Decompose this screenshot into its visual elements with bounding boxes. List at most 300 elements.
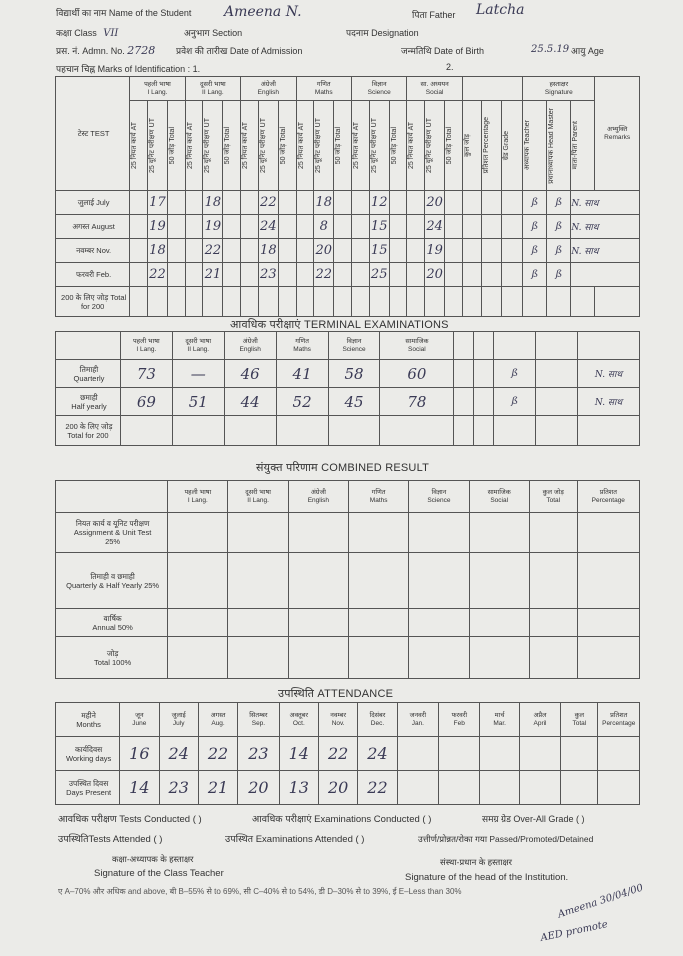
row-label-hi: छमाही bbox=[80, 392, 98, 402]
empty-cell bbox=[369, 287, 389, 317]
terminal-title: आवधिक परीक्षाएं TERMINAL EXAMINATIONS bbox=[230, 319, 449, 331]
total-label: 200 के लिए जोड़ Total for 200 bbox=[65, 421, 113, 440]
empty-cell bbox=[228, 637, 288, 679]
month-header bbox=[279, 703, 318, 737]
sub-column-label: 25 नियत कार्य AT bbox=[408, 121, 416, 170]
month-en: Dec. bbox=[370, 719, 385, 727]
subject-hi: दूसरी भाषा bbox=[245, 488, 271, 496]
attendance-cell: 22 bbox=[318, 737, 357, 771]
sum-cell bbox=[462, 191, 481, 215]
month-label: जुलाई July bbox=[77, 198, 110, 207]
total-cell bbox=[389, 239, 407, 263]
grading-note: ए A–70% और अधिक and above, बी B–55% से to 69%, सी C–40% से to 54%, डी D–30% से to 39%, ई E–Less than 30% bbox=[58, 887, 462, 896]
total-cell bbox=[167, 191, 185, 215]
subject-header bbox=[469, 481, 529, 513]
head-signature-hi: संस्था-प्रधान के हस्ताक्षर bbox=[440, 857, 513, 867]
sub-column-label: 50 जोड़ Total bbox=[446, 126, 454, 165]
subject-header bbox=[328, 332, 380, 360]
subject-header bbox=[185, 77, 240, 101]
mark-cell: 45 bbox=[328, 388, 380, 416]
month-label: फरवरी Feb. bbox=[76, 270, 112, 279]
total-cell bbox=[445, 191, 463, 215]
sub-column-header bbox=[203, 101, 223, 191]
empty-cell bbox=[223, 287, 241, 317]
empty-cell bbox=[577, 609, 639, 637]
row-label-en: Working days bbox=[65, 753, 112, 763]
row-label-hi: जोड़ bbox=[106, 648, 119, 658]
subject-header bbox=[120, 332, 172, 360]
blank-cell bbox=[454, 388, 474, 416]
summary-column-label: ग्रेड Grade bbox=[502, 130, 510, 161]
attendance-cell: 24 bbox=[358, 737, 397, 771]
empty-cell bbox=[288, 637, 348, 679]
attendance-cell bbox=[598, 737, 640, 771]
at-cell bbox=[185, 263, 203, 287]
month-en: Total bbox=[572, 719, 587, 727]
ut-cell: 22 bbox=[203, 239, 223, 263]
at-cell bbox=[130, 239, 148, 263]
head-handwritten-signature: Ameena 30/04/00 bbox=[556, 882, 645, 921]
signature-column-header bbox=[547, 101, 571, 191]
empty-cell bbox=[278, 287, 296, 317]
month-header bbox=[519, 703, 560, 737]
sub-column-label: 25 यूनिट परीक्षण UT bbox=[204, 118, 212, 173]
attendance-cell bbox=[519, 737, 560, 771]
empty-cell bbox=[469, 513, 529, 553]
subject-en: II Lang. bbox=[202, 88, 224, 96]
row-label-hi: वार्षिक bbox=[103, 613, 122, 623]
row-label-en: Annual 50% bbox=[92, 622, 133, 632]
header-blank bbox=[578, 332, 640, 360]
sub-column-label: 25 यूनिट परीक्षण UT bbox=[148, 118, 156, 173]
row-label bbox=[56, 191, 130, 215]
test-header-label: टेस्ट TEST bbox=[77, 129, 110, 138]
at-cell bbox=[241, 263, 259, 287]
at-cell bbox=[351, 215, 369, 239]
row-label-en: Quarterly & Half Yearly 25% bbox=[66, 580, 160, 590]
unit-test-table bbox=[55, 76, 640, 317]
subject-en: Social bbox=[490, 496, 509, 504]
table-row bbox=[56, 771, 640, 805]
row-label-en: Assignment & Unit Test bbox=[73, 528, 152, 537]
ut-cell: 22 bbox=[314, 263, 334, 287]
month-header bbox=[439, 703, 480, 737]
empty-cell bbox=[454, 416, 474, 446]
subject-hi: सा. अध्ययन bbox=[420, 80, 449, 88]
row-label-hi: नियत कार्य व यूनिट परीक्षण bbox=[75, 519, 150, 528]
attendance-cell bbox=[561, 737, 598, 771]
head-signature-en: Signature of the head of the Institution. bbox=[405, 872, 569, 883]
row-label-pct: 25% bbox=[105, 537, 121, 546]
month-en: Nov. bbox=[331, 719, 345, 727]
ut-cell: 20 bbox=[425, 263, 445, 287]
combined-table bbox=[55, 480, 640, 679]
hm-sig-cell: ß bbox=[547, 191, 571, 215]
sub-column-header bbox=[369, 101, 389, 191]
month-en: July bbox=[172, 719, 185, 727]
subject-hi: गणित bbox=[295, 337, 309, 345]
subject-en: I Lang. bbox=[147, 88, 168, 96]
mark-cell: 52 bbox=[276, 388, 328, 416]
month-hi: नवम्बर bbox=[330, 711, 346, 719]
hm-sig-cell: ß bbox=[547, 215, 571, 239]
row-label bbox=[56, 360, 121, 388]
attendance-cell: 20 bbox=[238, 771, 279, 805]
mark-cell: 51 bbox=[172, 388, 224, 416]
total-cell bbox=[389, 215, 407, 239]
total-label: 200 के लिए जोड़ Total for 200 bbox=[61, 292, 127, 311]
row-label bbox=[56, 637, 168, 679]
row-label bbox=[56, 553, 168, 609]
subject-hi: दूसरी भाषा bbox=[200, 80, 226, 88]
subject-header bbox=[228, 481, 288, 513]
sub-column-header bbox=[445, 101, 463, 191]
at-cell bbox=[241, 191, 259, 215]
month-en: June bbox=[132, 719, 147, 727]
subject-hi: पहली भाषा bbox=[132, 337, 160, 345]
row-label bbox=[56, 215, 130, 239]
designation-label: पदनाम Designation bbox=[346, 28, 419, 38]
empty-cell bbox=[389, 287, 407, 317]
sub-column-header bbox=[425, 101, 445, 191]
tests-attended: उपस्थितिTests Attended ( ) bbox=[58, 834, 163, 845]
signature-column-header bbox=[571, 101, 595, 191]
row-label-en: Total 100% bbox=[94, 657, 132, 667]
empty-cell bbox=[349, 609, 409, 637]
row-label-en: Quarterly bbox=[73, 373, 105, 383]
attendance-cell: 21 bbox=[198, 771, 237, 805]
empty-cell bbox=[529, 513, 577, 553]
parent-sig-cell: N. साथ bbox=[571, 239, 640, 263]
blank-cell bbox=[454, 360, 474, 388]
summary-column-header bbox=[482, 101, 501, 191]
month-hi: अगस्त bbox=[210, 711, 226, 719]
table-row bbox=[56, 637, 640, 679]
table-row bbox=[56, 239, 640, 263]
empty-cell bbox=[409, 637, 469, 679]
hm-sig-cell: ß bbox=[547, 263, 571, 287]
tests-conducted: आवधिक परीक्षण Tests Conducted ( ) bbox=[58, 814, 202, 825]
subject-hi: विज्ञान bbox=[371, 80, 387, 88]
summary-header-spacer bbox=[462, 77, 523, 101]
total-cell bbox=[167, 263, 185, 287]
remarks-header bbox=[595, 77, 640, 191]
empty-cell bbox=[168, 637, 228, 679]
month-hi: अप्रैल bbox=[533, 711, 547, 719]
mark-cell: 73 bbox=[120, 360, 172, 388]
subject-header bbox=[577, 481, 639, 513]
month-hi: मार्च bbox=[494, 711, 505, 719]
empty-cell bbox=[595, 287, 640, 317]
father-label: पिता Father bbox=[412, 10, 456, 20]
row-label bbox=[56, 771, 120, 805]
attendance-cell: 13 bbox=[279, 771, 318, 805]
subject-en: English bbox=[239, 345, 261, 353]
subject-header bbox=[296, 77, 351, 101]
ut-cell: 23 bbox=[258, 263, 278, 287]
attendance-cell: 22 bbox=[198, 737, 237, 771]
month-header bbox=[480, 703, 519, 737]
subject-en: Science bbox=[342, 345, 366, 353]
result-status: उत्तीर्ण/प्रोन्नत/रोका गया Passed/Promoted/Detained bbox=[418, 834, 594, 844]
table-row bbox=[56, 191, 640, 215]
ut-cell: 25 bbox=[369, 263, 389, 287]
subject-header bbox=[380, 332, 454, 360]
sub-column-header bbox=[278, 101, 296, 191]
parent-sig-cell bbox=[571, 263, 640, 287]
sub-column-header bbox=[296, 101, 314, 191]
sub-column-header bbox=[389, 101, 407, 191]
month-hi: दिसंबर bbox=[369, 711, 386, 719]
subject-header bbox=[407, 77, 462, 101]
grade-cell bbox=[501, 215, 523, 239]
empty-cell bbox=[203, 287, 223, 317]
signature-column-label: माता-पिता Parent bbox=[572, 121, 580, 170]
month-header bbox=[397, 703, 438, 737]
subject-hi: प्रतिशत bbox=[599, 488, 617, 496]
ut-cell: 15 bbox=[369, 239, 389, 263]
total-cell bbox=[223, 191, 241, 215]
subject-header bbox=[349, 481, 409, 513]
mark-cell: — bbox=[172, 360, 224, 388]
total-row-label bbox=[56, 416, 121, 446]
sub-column-label: 25 यूनिट परीक्षण UT bbox=[370, 118, 378, 173]
test-header bbox=[56, 77, 130, 191]
subject-hi: अंग्रेजी bbox=[242, 337, 258, 345]
empty-cell bbox=[469, 637, 529, 679]
total-cell bbox=[445, 263, 463, 287]
class-line bbox=[56, 26, 419, 39]
subject-hi: पहली भाषा bbox=[144, 80, 171, 88]
empty-cell bbox=[296, 287, 314, 317]
empty-cell bbox=[130, 287, 148, 317]
sub-column-label: 25 नियत कार्य AT bbox=[352, 121, 360, 170]
subject-en: I Lang. bbox=[136, 345, 157, 353]
table-row bbox=[56, 513, 640, 553]
dob-label: जन्मतिथि Date of Birth bbox=[401, 46, 484, 56]
sub-column-header bbox=[334, 101, 352, 191]
attendance-title: उपस्थिति ATTENDANCE bbox=[278, 688, 394, 700]
subject-header bbox=[224, 332, 276, 360]
attendance-cell bbox=[519, 771, 560, 805]
parent-sig-cell: N. साथ bbox=[578, 388, 640, 416]
blank-cell bbox=[474, 388, 494, 416]
subject-header bbox=[409, 481, 469, 513]
month-hi: प्रतिशत bbox=[610, 711, 628, 719]
empty-cell bbox=[228, 553, 288, 609]
subject-hi: सामाजिक bbox=[487, 488, 511, 496]
student-name-line bbox=[56, 2, 525, 20]
empty-cell bbox=[288, 609, 348, 637]
signature-header bbox=[523, 77, 595, 101]
ut-cell: 18 bbox=[258, 239, 278, 263]
section-label: अनुभाग Section bbox=[184, 28, 243, 38]
attendance-cell: 16 bbox=[120, 737, 159, 771]
summary-column-header bbox=[462, 101, 481, 191]
subject-hi: विज्ञान bbox=[346, 337, 362, 345]
total-cell bbox=[334, 239, 352, 263]
subject-en: English bbox=[307, 496, 330, 504]
empty-cell bbox=[168, 513, 228, 553]
signature-column-label: प्रधानाध्यापक Head Master bbox=[548, 107, 556, 184]
admission-date-label: प्रवेश की तारीख Date of Admission bbox=[176, 46, 303, 56]
total-cell bbox=[167, 215, 185, 239]
subject-hi: गणित bbox=[316, 80, 331, 88]
month-hi: अक्तूबर bbox=[289, 711, 309, 719]
empty-cell bbox=[380, 416, 454, 446]
student-name-value: Ameena N. bbox=[223, 4, 302, 20]
subject-en: Social bbox=[408, 345, 426, 353]
months-hi: महीने bbox=[81, 710, 96, 720]
ut-cell: 19 bbox=[147, 215, 167, 239]
subject-en: Social bbox=[425, 88, 444, 96]
months-en: Months bbox=[76, 719, 101, 729]
at-cell bbox=[407, 215, 425, 239]
at-cell bbox=[241, 239, 259, 263]
at-cell bbox=[296, 191, 314, 215]
pct-cell bbox=[482, 215, 501, 239]
subject-header bbox=[288, 481, 348, 513]
row-label bbox=[56, 263, 130, 287]
sub-column-label: 25 यूनिट परीक्षण UT bbox=[426, 118, 434, 173]
admn-value: 2728 bbox=[127, 44, 156, 57]
sub-column-header bbox=[223, 101, 241, 191]
subject-en: Maths bbox=[314, 88, 333, 96]
hm-sig-cell bbox=[536, 360, 578, 388]
table-row bbox=[56, 737, 640, 771]
empty-cell bbox=[501, 287, 523, 317]
sub-column-header bbox=[314, 101, 334, 191]
month-header bbox=[159, 703, 198, 737]
header-blank bbox=[56, 481, 168, 513]
ut-cell: 21 bbox=[203, 263, 223, 287]
month-en: April bbox=[533, 719, 547, 727]
header-blank bbox=[56, 332, 121, 360]
teacher-signature-hi: कक्षा-अध्यापक के हस्ताक्षर bbox=[112, 854, 194, 864]
grade-cell bbox=[501, 263, 523, 287]
class-label: कक्षा Class bbox=[56, 28, 97, 38]
total-row-label bbox=[56, 287, 130, 317]
month-header bbox=[238, 703, 279, 737]
month-header bbox=[598, 703, 640, 737]
combined-title: संयुक्त परिणाम COMBINED RESULT bbox=[256, 462, 429, 474]
ut-cell: 22 bbox=[147, 263, 167, 287]
row-label-hi: तिमाही bbox=[79, 364, 99, 374]
table-row bbox=[56, 360, 640, 388]
exams-conducted: आवधिक परीक्षाएं Examinations Conducted ( ) bbox=[252, 814, 432, 825]
month-en: Oct. bbox=[292, 719, 305, 727]
attendance-table bbox=[55, 702, 640, 805]
at-cell bbox=[130, 215, 148, 239]
month-header bbox=[561, 703, 598, 737]
mark-cell: 44 bbox=[224, 388, 276, 416]
subject-header bbox=[168, 481, 228, 513]
sub-column-header bbox=[407, 101, 425, 191]
mark-cell: 58 bbox=[328, 360, 380, 388]
month-hi: फरवरी bbox=[451, 711, 468, 719]
at-cell bbox=[185, 239, 203, 263]
total-cell bbox=[223, 215, 241, 239]
ut-cell: 22 bbox=[258, 191, 278, 215]
at-cell bbox=[241, 215, 259, 239]
teacher-signature-en: Signature of the Class Teacher bbox=[94, 868, 224, 879]
header-blank bbox=[474, 332, 494, 360]
at-cell bbox=[351, 191, 369, 215]
total-cell bbox=[167, 239, 185, 263]
total-cell bbox=[278, 215, 296, 239]
subject-en: II Lang. bbox=[187, 345, 210, 353]
pct-cell bbox=[482, 191, 501, 215]
row-label bbox=[56, 737, 120, 771]
attendance-cell: 14 bbox=[120, 771, 159, 805]
mark-cell: 69 bbox=[120, 388, 172, 416]
dob-value: 25.5.19 bbox=[531, 44, 570, 55]
empty-cell bbox=[407, 287, 425, 317]
month-en: Sep. bbox=[251, 719, 266, 727]
subject-en: English bbox=[257, 88, 279, 96]
row-label bbox=[56, 239, 130, 263]
empty-cell bbox=[349, 513, 409, 553]
month-hi: जनवरी bbox=[409, 711, 427, 719]
month-en: Percentage bbox=[602, 719, 636, 727]
table-row bbox=[56, 609, 640, 637]
at-cell bbox=[296, 215, 314, 239]
total-cell bbox=[278, 191, 296, 215]
class-value: VII bbox=[103, 28, 119, 39]
ut-cell: 18 bbox=[147, 239, 167, 263]
sub-column-header bbox=[241, 101, 259, 191]
mark-cell: 41 bbox=[276, 360, 328, 388]
subject-hi: गणित bbox=[371, 488, 386, 496]
total-cell bbox=[278, 239, 296, 263]
ut-cell: 19 bbox=[425, 239, 445, 263]
sub-column-header bbox=[185, 101, 203, 191]
empty-cell bbox=[577, 513, 639, 553]
subject-hi: विज्ञान bbox=[431, 488, 447, 496]
teacher-sig-cell: ß bbox=[523, 191, 547, 215]
attendance-cell bbox=[397, 771, 438, 805]
empty-cell bbox=[349, 553, 409, 609]
grade-cell bbox=[501, 191, 523, 215]
header-blank bbox=[454, 332, 474, 360]
signature-en: Signature bbox=[544, 88, 573, 96]
subject-hi: कुल जोड़ bbox=[542, 488, 564, 496]
ut-cell: 15 bbox=[369, 215, 389, 239]
sub-column-label: 25 नियत कार्य AT bbox=[297, 121, 305, 170]
teacher-sig-cell: ß bbox=[523, 215, 547, 239]
empty-cell bbox=[577, 637, 639, 679]
at-cell bbox=[407, 263, 425, 287]
attendance-cell: 22 bbox=[358, 771, 397, 805]
ut-cell: 18 bbox=[203, 191, 223, 215]
month-en: Aug. bbox=[211, 719, 225, 727]
empty-cell bbox=[228, 513, 288, 553]
empty-cell bbox=[469, 553, 529, 609]
month-hi: जून bbox=[135, 711, 144, 719]
month-en: Jan. bbox=[411, 719, 424, 727]
age-label: आयु Age bbox=[571, 46, 604, 56]
empty-cell bbox=[523, 287, 547, 317]
teacher-sig-cell: ß bbox=[523, 239, 547, 263]
empty-cell bbox=[469, 609, 529, 637]
at-cell bbox=[407, 239, 425, 263]
remarks-label: अभ्युक्ति Remarks bbox=[604, 125, 631, 141]
at-cell bbox=[351, 239, 369, 263]
empty-cell bbox=[351, 287, 369, 317]
empty-cell bbox=[409, 609, 469, 637]
row-label-hi: कार्यदिवस bbox=[74, 744, 103, 754]
empty-cell bbox=[167, 287, 185, 317]
